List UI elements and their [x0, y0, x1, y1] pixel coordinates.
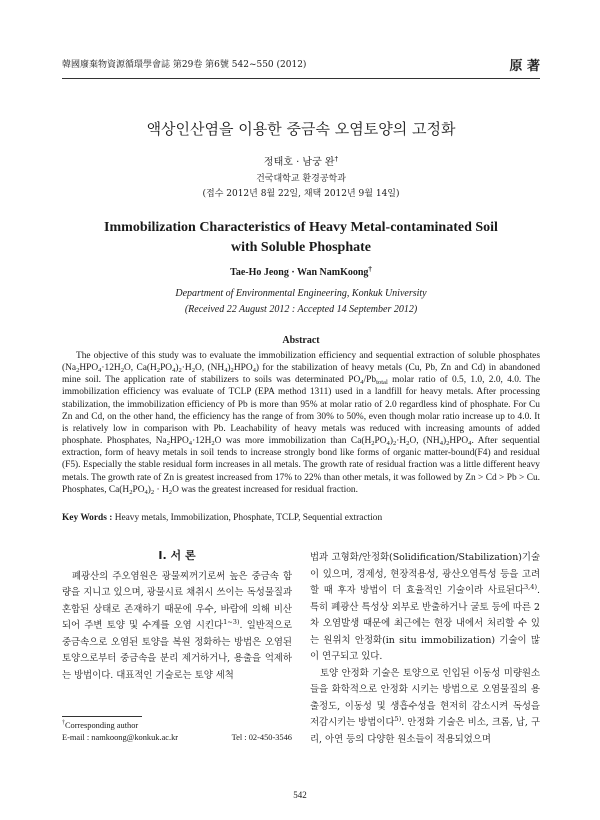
footnote-rule	[62, 716, 142, 717]
korean-title: 액상인산염을 이용한 중금속 오염토양의 고정화	[146, 120, 456, 138]
author-email: E-mail : namkoong@konkuk.ac.kr	[62, 733, 179, 742]
article-type: 原 著	[509, 59, 540, 74]
korean-authors: 정태호 · 남궁 완†	[263, 155, 339, 168]
body-column-left	[62, 548, 292, 684]
abstract-heading: Abstract	[282, 335, 320, 346]
keywords	[62, 513, 540, 523]
keywords-label: Key Words :	[62, 513, 113, 523]
keywords-list: Heavy metals, Immobilization, Phosphate, TCLP, Sequential extraction	[112, 513, 383, 523]
english-affiliation: Department of Environmental Engineering, Konkuk University	[175, 288, 427, 299]
body-paragraph: 폐광산의 주오염원은 광물찌꺼기로써 높은 중금속 함량을 지니고 있으며, 광물시료 채취시 쓰이는 독성물질과 혼합된 상태로 존재하기 때문에 우수, 바람에 의해 비산되어 주변 토양 및 수계를 오염 시킨다$^{1\sim 3)}$. 일반적으로 중금속으로 오염된 토양을 복원 정화하는 방법은 오염된 토양으로부터 중금속을 분리 제거하거나, 용출을 억제하는 방법이다. 대표적인 기술로는 토양 세척	[62, 570, 292, 681]
english-dates: (Received 22 August 2012 : Accepted 14 September 2012)	[184, 304, 418, 315]
author-phone: Tel : 02-450-3546	[231, 733, 292, 742]
english-authors: Tae-Ho Jeong · Wan NamKoong†	[230, 265, 372, 278]
body-paragraph: 법과 고형화/안정화(Solidification/Stabilization)기술이 있으며, 경제성, 현장적용성, 광산오염특성 등을 고려할 때 후자 방법이 더 효율적인 기술이라 사료된다$^{3,4)}$. 특히 폐광산 특성상 외부로 반출하거나 굴토 등에 따른 2차 오염발생 때문에 최근에는 현장 내에서 처리할 수 있는 원위치 안정화(in situ immobilization) 기술이 많이 연구되고 있다.	[310, 552, 540, 662]
korean-affiliation: 건국대학교 환경공학과	[256, 174, 346, 184]
header-rule	[62, 78, 540, 79]
page-number: 542	[293, 790, 307, 800]
korean-dates: (접수 2012년 8월 22일, 채택 2012년 9월 14일)	[202, 189, 400, 199]
body-paragraph: 토양 안정화 기술은 토양으로 인입된 이동성 미량원소들을 화학적으로 안정화 시키는 방법으로 오염물질의 용출정도, 이동성 및 생흡수성을 현저히 감소시켜 독성을 저감시키는 방법이다$^{5)}$. 안정화 기술은 비소, 크롬, 납, 구리, 아연 등의 다양한 원소들이 적용되었으며	[310, 667, 540, 745]
corresponding-author-footnote: †Corresponding author E-mail : namkoong@konkuk.ac.kr Tel : 02-450-3546	[62, 720, 292, 742]
abstract-text: The objective of this study was to evaluate the immobilization efficiency and sequential extraction of soluble phosphates ($Na_2HPO_4\cdot 12H_2O$, $Ca(H_2PO_4)_2\cdot H_2O$, $(NH_4)_2HPO_4$) for the stabilization of heavy metals (Cu, Pb, Zn and Cd) in abandoned mine soil. The application rate of stabilizers to soils was determinated $PO_4/Pb_{total}$ molar ratio of 0.5, 1.0, 2.0, 4.0. The immobilization efficiency was evaluate of TCLP (EPA method 1311) used in a landfill for heavy metals. After processing stabilization, the immobilization efficiency of Pb is more than 95% at molar ratio of 2.0 regardless kind of phosphate. For Cu Zn and Cd, on the other hand, the efficiency has the range of from 30% to 50%, even though molar ratio increase up to 4.0. It is relatively low in comparison with Pb. Leachability of heavy metals was reduced with increasing amounts of added phosphate. Phosphates, $Na_2HPO_4\cdot 12H_2O$ was more immobilization than $Ca(H_2PO_4)_2\cdot H_2O$, $(NH_4)_2HPO_4$. After sequential extraction, form of heavy metals in soil tends to increase strongly bond like forms of organic matter-bound(F4) and residual (F5). Especially the stable residual form increases in all metals. The growth rate of residual fraction was a little different heavy metals. The growth rate of Zn is greatest increased from 17% to 22% than other metals, it was followed by Zn > Cd > Pb > Cu. Phosphates, $Ca(H_2PO_4)_2 \cdot H_2O$ was the greatest increased for residual fraction.	[62, 351, 541, 496]
body-column-right	[310, 550, 540, 748]
journal-citation: 韓國廢棄物資源循環學會誌 第29卷 第6號 542~550 (2012)	[62, 60, 307, 70]
english-title: Immobilization Characteristics of Heavy Metal-contaminated Soil with Soluble Phosphate	[104, 220, 498, 255]
section-heading-introduction: I. 서 론	[158, 549, 196, 562]
